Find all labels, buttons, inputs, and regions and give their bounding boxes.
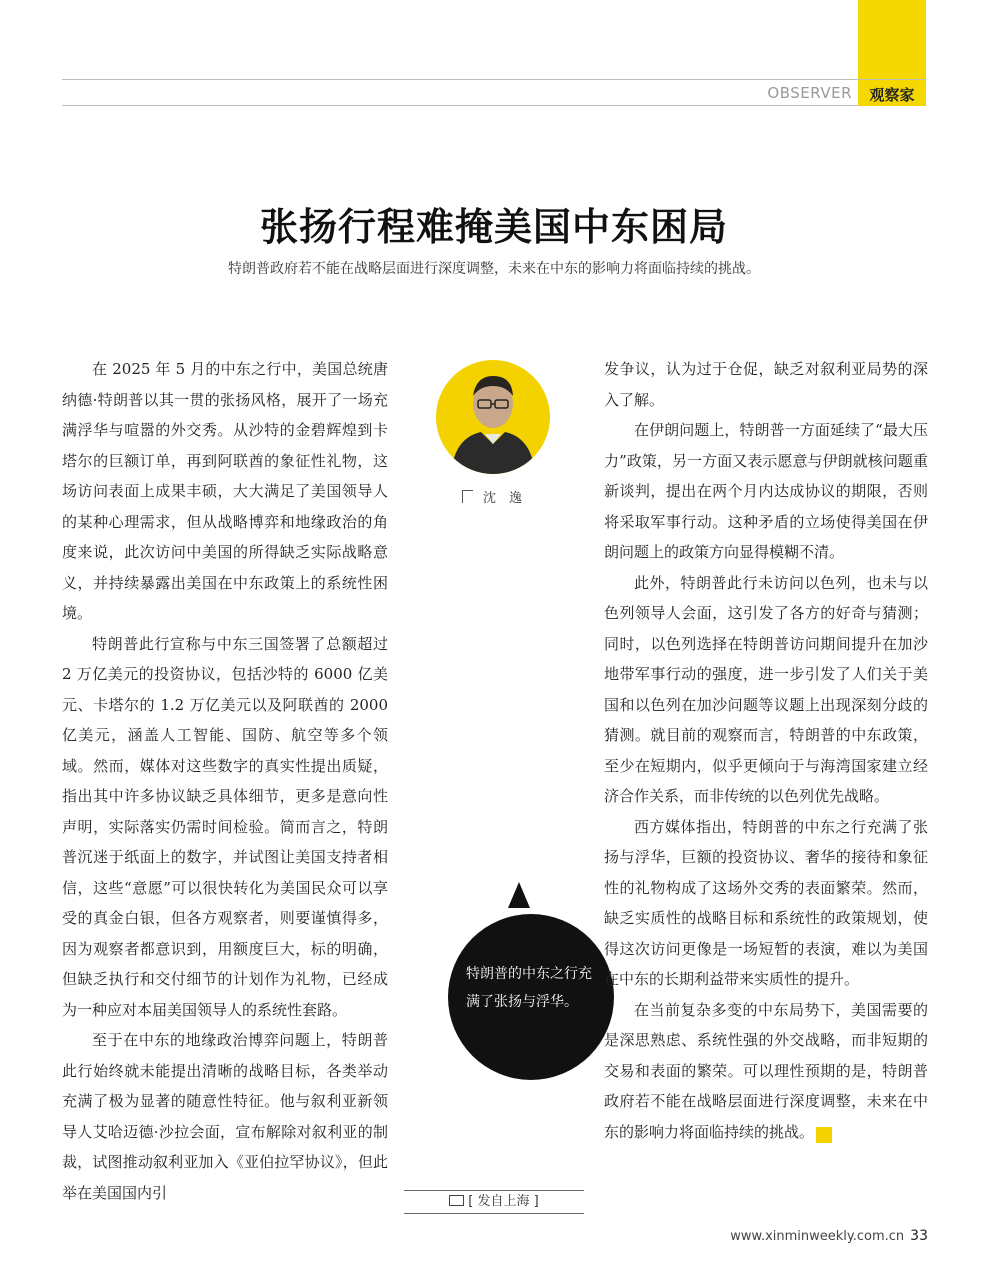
- page-footer: [720, 1228, 928, 1244]
- footer-url: www.xinminweekly.com.cn: [730, 1229, 905, 1244]
- pen-icon: [462, 490, 473, 503]
- header-divider-top: [62, 79, 926, 80]
- paragraph: 在 2025 年 5 月的中东之行中，美国总统唐纳德·特朗普以其一贯的张扬风格，展开了一场充满浮华与喧嚣的外交秀。从沙特的金碧辉煌到卡塔尔的巨额订单，再到阿联酋的象征性礼物，这场访问表面上成果丰硕，大大满足了美国领导人的某种心理需求，但从战略博弈和地缘政治的角度来说，此次访问中美国的所得缺乏实际战略意义，并持续暴露出美国在中东政策上的系统性困境。: [62, 360, 388, 622]
- paragraph: [604, 995, 928, 1148]
- dateline-text: [ 发自上海 ]: [468, 1194, 539, 1209]
- paragraph: 特朗普此行宣称与中东三国签署了总额超过 2 万亿美元的投资协议，包括沙特的 6000 亿美元、卡塔尔的 1.2 万亿美元以及阿联酋的 2000 亿美元，涵盖人工智能、国防、航空等多个领域。然而，媒体对这些数字的真实性提出质疑，指出其中许多协议缺乏具体细节，更多是意向性声明，实际落实仍需时间检验。简而言之，特朗普沉迷于纸面上的数字，并试图让美国支持者相信，这些“意愿”可以很快转化为美国民众可以享受的真金白银，但各方观察者，则要谨慎得多，因为观察者都意识到，用额度巨大，标的明确，但缺乏执行和交付细节的计划作为礼物，已经成为一种应对本届美国领导人的系统性套路。: [62, 634, 388, 1019]
- paragraph: 在伊朗问题上，特朗普一方面延续了“最大压力”政策，另一方面又表示愿意与伊朗就核问题重新谈判，提出在两个月内达成协议的期限，否则将采取军事行动。这种矛盾的立场使得美国在伊朗问题上的政策方向显得模糊不清。: [604, 421, 928, 561]
- paragraph-text: 在当前复杂多变的中东局势下，美国需要的是深思熟虑、系统性强的外交战略，而非短期的交易和表面的繁荣。可以理性预期的是，特朗普政府若不能在战略层面进行深度调整，未来在中东的影响力将面临持续的挑战。: [604, 1000, 928, 1141]
- paragraph: 西方媒体指出，特朗普的中东之行充满了张扬与浮华，巨额的投资协议、奢华的接待和象征性的礼物构成了这场外交秀的表面繁荣。然而，缺乏实质性的战略目标和系统性的政策规划，使得这次访问更像是一场短暂的表演，难以为美国在中东的长期利益带来实质性的提升。: [604, 817, 928, 988]
- dateline: [404, 1190, 584, 1214]
- pull-quote-pointer: [508, 882, 530, 908]
- author-byline: [462, 487, 522, 506]
- paragraph: 至于在中东的地缘政治博弈问题上，特朗普此行始终就未能提出清晰的战略目标，各类举动充满了极为显著的随意性特征。他与叙利亚新领导人艾哈迈德·沙拉会面，宣布解除对叙利亚的制裁，试图推动叙利亚加入《亚伯拉罕协议》，但此举在美国国内引: [62, 1031, 388, 1202]
- article-subtitle: 特朗普政府若不能在战略层面进行深度调整，未来在中东的影响力将面临持续的挑战。: [228, 261, 760, 277]
- paragraph: 此外，特朗普此行未访问以色列，也未与以色列领导人会面，这引发了各方的好奇与猜测；同时，以色列选择在特朗普访问期间提升在加沙地带军事行动的强度，进一步引发了人们关于美国和以色列在加沙问题等议题上出现深刻分歧的猜测。就目前的观察而言，特朗普的中东政策，至少在短期内，似乎更倾向于与海湾国家建立经济合作关系，而非传统的以色列优先战略。: [604, 573, 928, 805]
- section-label-en: OBSERVER: [767, 84, 852, 102]
- article-title: 张扬行程难掩美国中东困局: [259, 204, 728, 249]
- section-label-cn: 观察家: [869, 86, 915, 104]
- pull-quote: 特朗普的中东之行充满了张扬与浮华。: [466, 966, 592, 1010]
- paragraph: 发争议，认为过于仓促，缺乏对叙利亚局势的深入了解。: [604, 360, 928, 409]
- envelope-icon: [449, 1195, 464, 1206]
- author-name: 沈 逸: [483, 491, 523, 506]
- left-column: [62, 354, 388, 1208]
- right-column: [604, 354, 928, 1147]
- page-number: 33: [910, 1228, 928, 1244]
- header-divider-bottom: [62, 105, 858, 106]
- author-portrait: [436, 360, 550, 474]
- end-mark-icon: 民: [816, 1127, 832, 1143]
